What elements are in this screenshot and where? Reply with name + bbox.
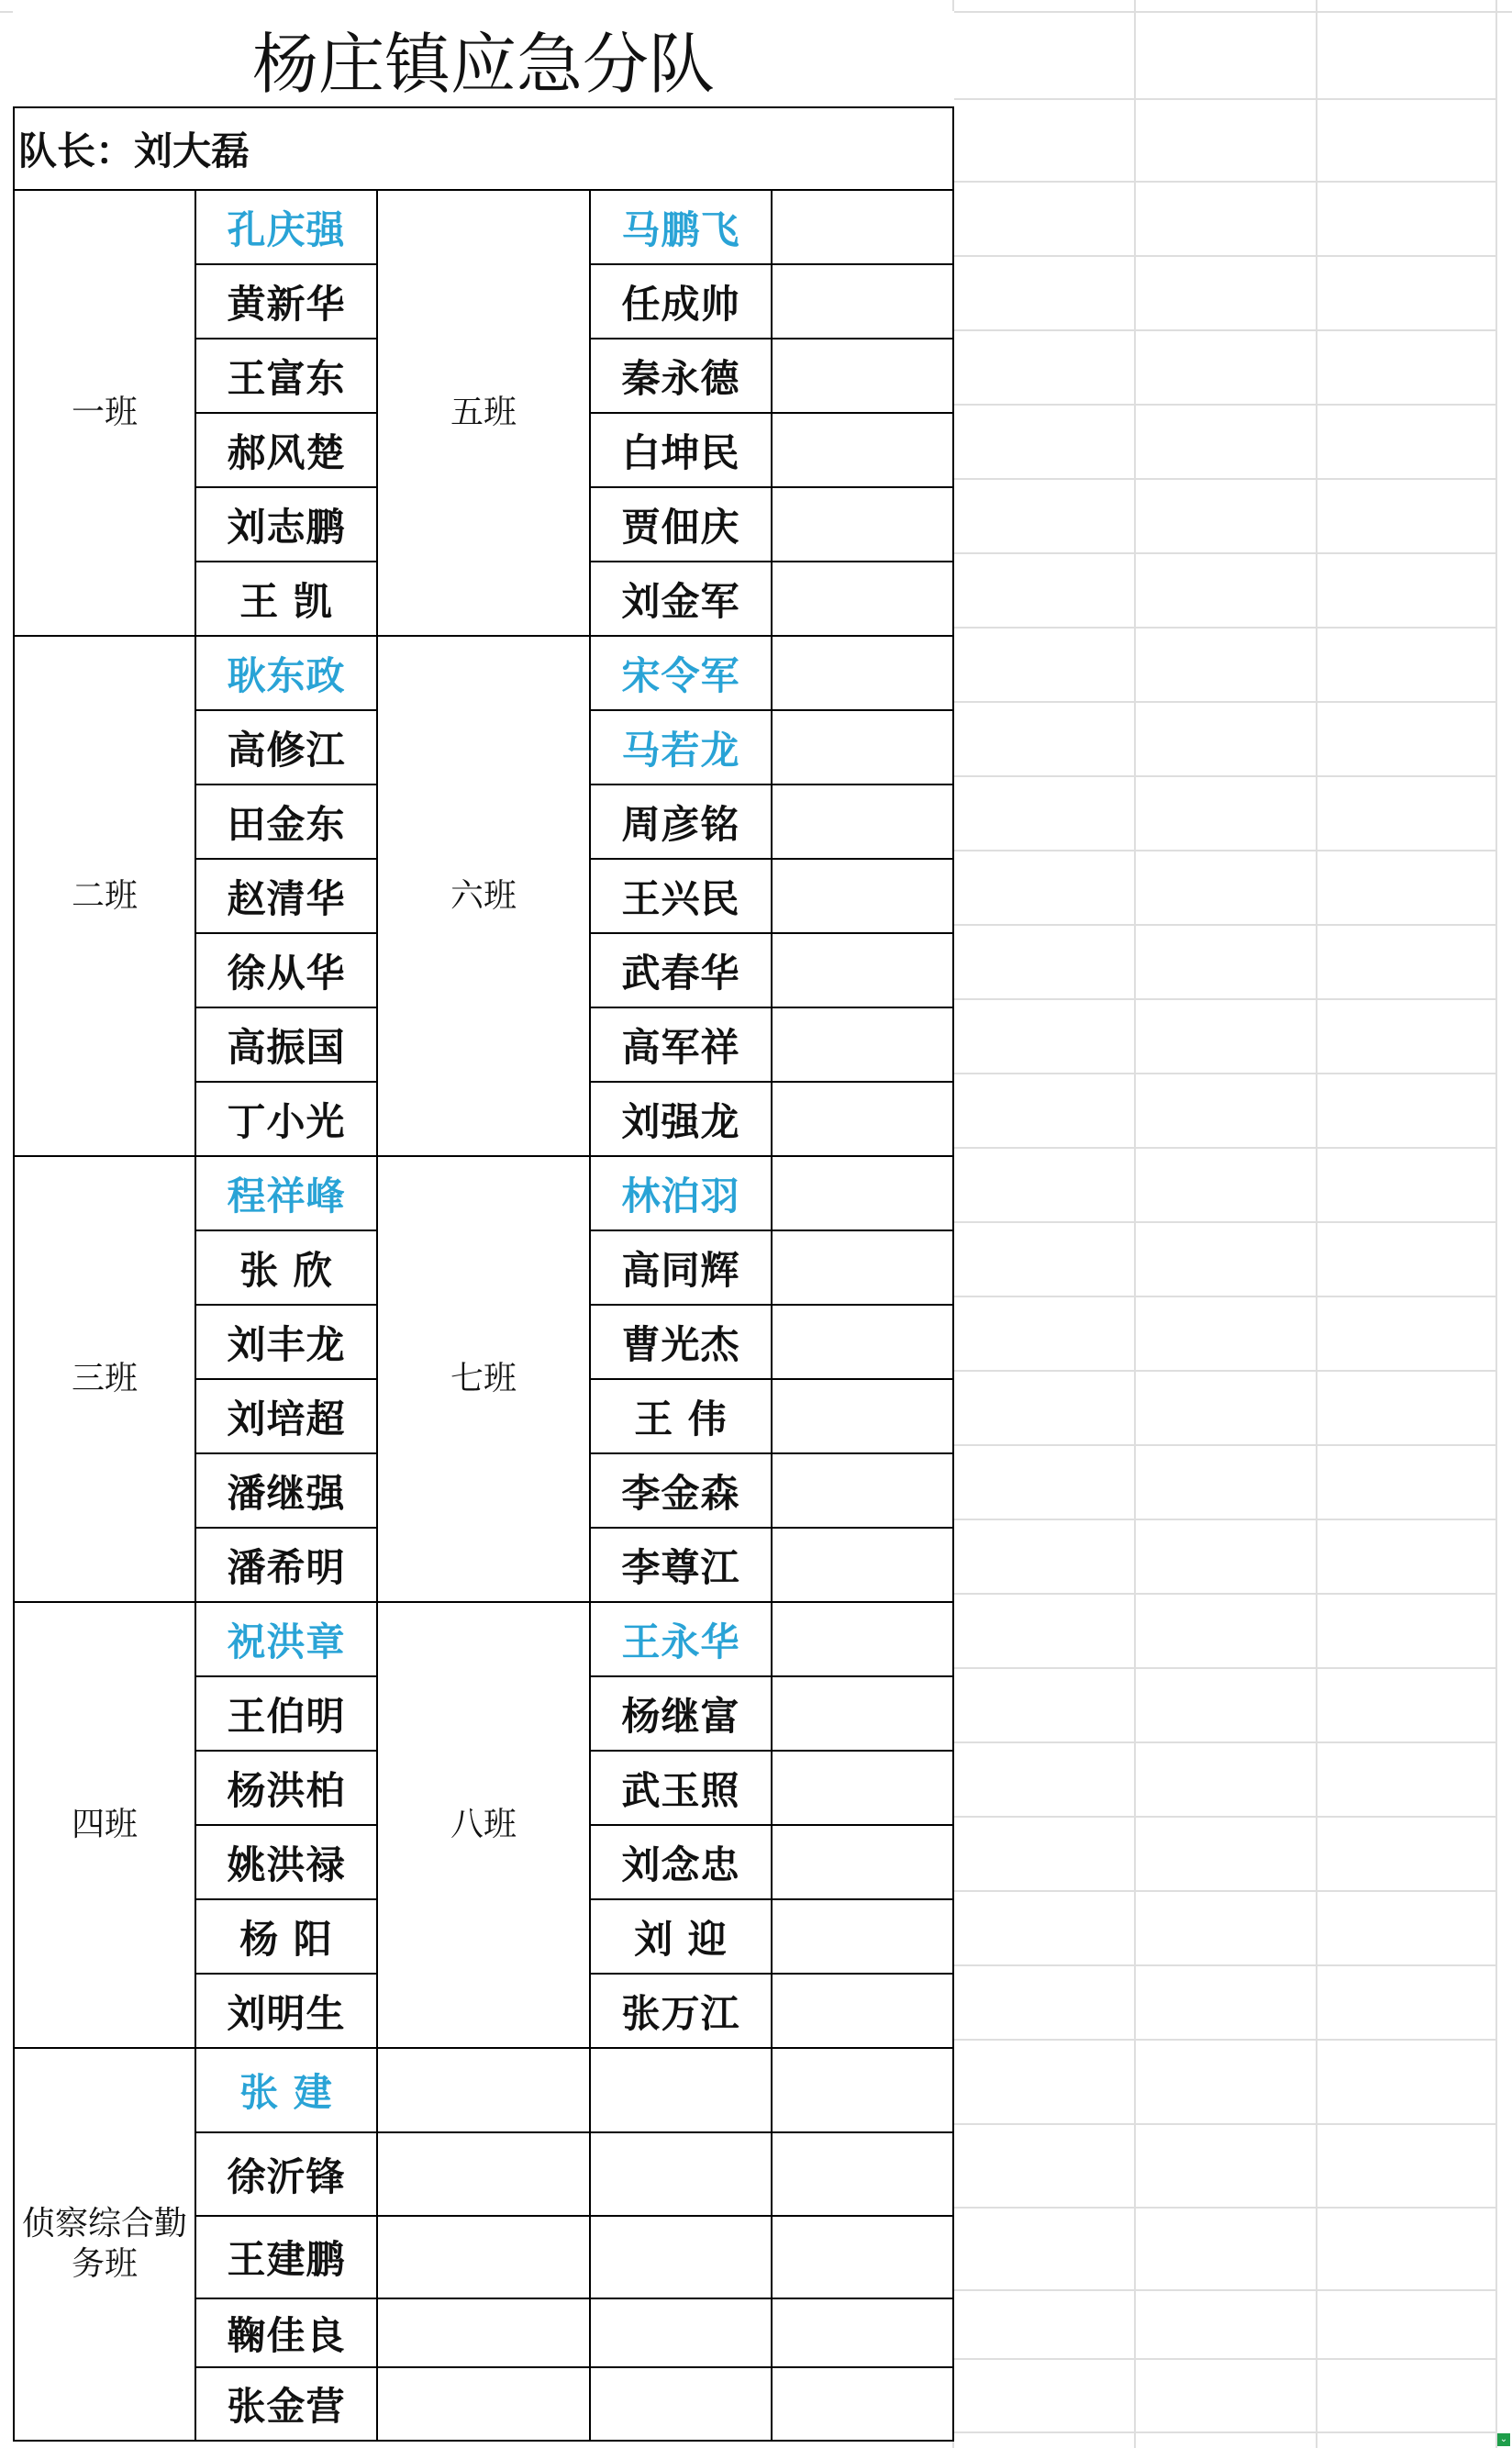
empty-cell[interactable]: [772, 264, 953, 339]
paste-options-icon[interactable]: ⌄: [1497, 2433, 1510, 2446]
grid-line: [952, 1370, 1495, 1372]
empty-cell[interactable]: [590, 2048, 772, 2132]
grid-line: [952, 1667, 1495, 1669]
member-leader-cell[interactable]: 马鹏飞: [590, 190, 772, 264]
member-cell[interactable]: 王建鹏: [195, 2216, 377, 2298]
grid-line: [952, 1147, 1495, 1149]
grid-line: [952, 2358, 1495, 2360]
empty-cell[interactable]: [377, 2132, 590, 2216]
member-cell[interactable]: 高同辉: [590, 1230, 772, 1305]
member-cell[interactable]: 任成帅: [590, 264, 772, 339]
empty-cell[interactable]: [590, 2132, 772, 2216]
member-cell[interactable]: 刘志鹏: [195, 487, 377, 562]
squad-label-5[interactable]: 五班: [377, 190, 590, 636]
member-leader-cell[interactable]: 祝洪章: [195, 1602, 377, 1676]
grid-line: [952, 1890, 1495, 1892]
page-title[interactable]: 杨庄镇应急分队: [14, 11, 953, 107]
grid-line: [952, 627, 1495, 629]
empty-cell[interactable]: [772, 1156, 953, 1230]
member-cell[interactable]: 鞠佳良: [195, 2298, 377, 2367]
member-cell[interactable]: 张万江: [590, 1974, 772, 2048]
grid-line: [952, 1296, 1495, 1297]
member-cell[interactable]: 白坤民: [590, 413, 772, 487]
member-cell[interactable]: 刘强龙: [590, 1082, 772, 1156]
member-cell[interactable]: 王 伟: [590, 1379, 772, 1453]
member-leader-cell[interactable]: 孔庆强: [195, 190, 377, 264]
member-cell[interactable]: 潘希明: [195, 1528, 377, 1602]
member-cell[interactable]: 张 欣: [195, 1230, 377, 1305]
squad-label-2[interactable]: 二班: [14, 636, 195, 1156]
member-cell[interactable]: 田金东: [195, 784, 377, 859]
member-cell[interactable]: 赵清华: [195, 859, 377, 933]
captain-cell[interactable]: 队长：刘大磊: [14, 107, 953, 190]
member-cell[interactable]: 郝风楚: [195, 413, 377, 487]
member-cell[interactable]: 刘明生: [195, 1974, 377, 2048]
member-cell[interactable]: 杨继富: [590, 1676, 772, 1751]
squad-label-7[interactable]: 七班: [377, 1156, 590, 1602]
empty-cell[interactable]: [772, 1676, 953, 1751]
member-cell[interactable]: 丁小光: [195, 1082, 377, 1156]
grid-line: [1134, 0, 1136, 2448]
member-leader-cell[interactable]: 耿东政: [195, 636, 377, 710]
empty-cell[interactable]: [590, 2298, 772, 2367]
member-cell[interactable]: 高军祥: [590, 1007, 772, 1082]
empty-cell[interactable]: [377, 2298, 590, 2367]
member-cell[interactable]: 高振国: [195, 1007, 377, 1082]
empty-cell[interactable]: [772, 1305, 953, 1379]
empty-cell[interactable]: [772, 784, 953, 859]
empty-cell[interactable]: [590, 2216, 772, 2298]
member-cell[interactable]: 刘培超: [195, 1379, 377, 1453]
member-cell[interactable]: 徐从华: [195, 933, 377, 1007]
squad-label-8[interactable]: 八班: [377, 1602, 590, 2048]
member-cell[interactable]: 刘金军: [590, 562, 772, 636]
member-cell[interactable]: 周彦铭: [590, 784, 772, 859]
empty-cell[interactable]: [772, 487, 953, 562]
empty-cell[interactable]: [772, 1379, 953, 1453]
empty-cell[interactable]: [772, 2367, 953, 2441]
empty-cell[interactable]: [772, 1602, 953, 1676]
member-cell[interactable]: 杨 阳: [195, 1899, 377, 1974]
squad-label-recon[interactable]: 侦察综合勤务班: [14, 2048, 195, 2441]
grid-line: [952, 850, 1495, 851]
squad-label-1[interactable]: 一班: [14, 190, 195, 636]
member-cell[interactable]: 王伯明: [195, 1676, 377, 1751]
member-cell[interactable]: 李金森: [590, 1453, 772, 1528]
member-cell[interactable]: 李尊江: [590, 1528, 772, 1602]
member-leader-cell[interactable]: 张 建: [195, 2048, 377, 2132]
member-leader-cell[interactable]: 马若龙: [590, 710, 772, 784]
grid-line: [952, 1519, 1495, 1520]
grid-line: [952, 181, 1495, 183]
member-cell[interactable]: 王兴民: [590, 859, 772, 933]
grid-line: [952, 478, 1495, 480]
member-cell[interactable]: 刘 迎: [590, 1899, 772, 1974]
empty-cell[interactable]: [772, 2048, 953, 2132]
empty-cell[interactable]: [772, 2298, 953, 2367]
roster-table: [13, 11, 954, 2442]
grid-line: [952, 1741, 1495, 1743]
grid-line: [952, 1221, 1495, 1223]
empty-cell[interactable]: [772, 2216, 953, 2298]
member-cell[interactable]: 张金营: [195, 2367, 377, 2441]
grid-line: [952, 2431, 1495, 2433]
squad-label-6[interactable]: 六班: [377, 636, 590, 1156]
member-leader-cell[interactable]: 王永华: [590, 1602, 772, 1676]
empty-cell[interactable]: [772, 1453, 953, 1528]
member-cell[interactable]: 杨洪柏: [195, 1751, 377, 1825]
member-leader-cell[interactable]: 林泊羽: [590, 1156, 772, 1230]
grid-line: [952, 255, 1495, 257]
empty-cell[interactable]: [772, 1974, 953, 2048]
member-cell[interactable]: 贾佃庆: [590, 487, 772, 562]
empty-cell[interactable]: [772, 933, 953, 1007]
grid-line: [952, 924, 1495, 926]
grid-line: [952, 1816, 1495, 1818]
grid-line: [952, 2289, 1495, 2291]
grid-line: [952, 701, 1495, 703]
grid-line: [952, 775, 1495, 777]
empty-cell[interactable]: [772, 1007, 953, 1082]
grid-line: [952, 552, 1495, 554]
grid-line: [952, 2207, 1495, 2209]
empty-cell[interactable]: [772, 859, 953, 933]
member-cell[interactable]: 王 凯: [195, 562, 377, 636]
empty-cell[interactable]: [377, 2216, 590, 2298]
grid-line: [952, 1444, 1495, 1446]
grid-line: [952, 1964, 1495, 1966]
grid-line: [952, 404, 1495, 406]
member-cell[interactable]: 刘丰龙: [195, 1305, 377, 1379]
member-cell[interactable]: 王富东: [195, 339, 377, 413]
member-leader-cell[interactable]: 宋令军: [590, 636, 772, 710]
member-cell[interactable]: 武玉照: [590, 1751, 772, 1825]
empty-cell[interactable]: [772, 413, 953, 487]
grid-line: [952, 329, 1495, 331]
grid-line: [952, 98, 1495, 100]
empty-cell[interactable]: [590, 2367, 772, 2441]
member-cell[interactable]: 潘继强: [195, 1453, 377, 1528]
member-cell[interactable]: 秦永德: [590, 339, 772, 413]
grid-line: [1495, 0, 1497, 2448]
empty-cell[interactable]: [772, 1082, 953, 1156]
grid-line: [952, 1073, 1495, 1074]
empty-cell[interactable]: [772, 710, 953, 784]
member-leader-cell[interactable]: 程祥峰: [195, 1156, 377, 1230]
member-cell[interactable]: 姚洪禄: [195, 1825, 377, 1899]
empty-cell[interactable]: [377, 2367, 590, 2441]
member-cell[interactable]: 刘念忠: [590, 1825, 772, 1899]
squad-label-4[interactable]: 四班: [14, 1602, 195, 2048]
empty-cell[interactable]: [772, 1899, 953, 1974]
grid-line: [952, 1593, 1495, 1595]
empty-cell[interactable]: [772, 2132, 953, 2216]
grid-line: [1316, 0, 1317, 2448]
empty-cell[interactable]: [772, 562, 953, 636]
empty-cell[interactable]: [772, 1825, 953, 1899]
empty-cell[interactable]: [377, 2048, 590, 2132]
member-cell[interactable]: 曹光杰: [590, 1305, 772, 1379]
empty-cell[interactable]: [772, 190, 953, 264]
squad-label-3[interactable]: 三班: [14, 1156, 195, 1602]
grid-line: [952, 2123, 1495, 2125]
empty-cell[interactable]: [772, 1751, 953, 1825]
empty-cell[interactable]: [772, 636, 953, 710]
member-cell[interactable]: 武春华: [590, 933, 772, 1007]
grid-line: [952, 2039, 1495, 2041]
member-cell[interactable]: 徐沂锋: [195, 2132, 377, 2216]
member-cell[interactable]: 黄新华: [195, 264, 377, 339]
empty-cell[interactable]: [772, 339, 953, 413]
empty-cell[interactable]: [772, 1528, 953, 1602]
empty-cell[interactable]: [772, 1230, 953, 1305]
member-cell[interactable]: 高修江: [195, 710, 377, 784]
grid-line: [952, 998, 1495, 1000]
